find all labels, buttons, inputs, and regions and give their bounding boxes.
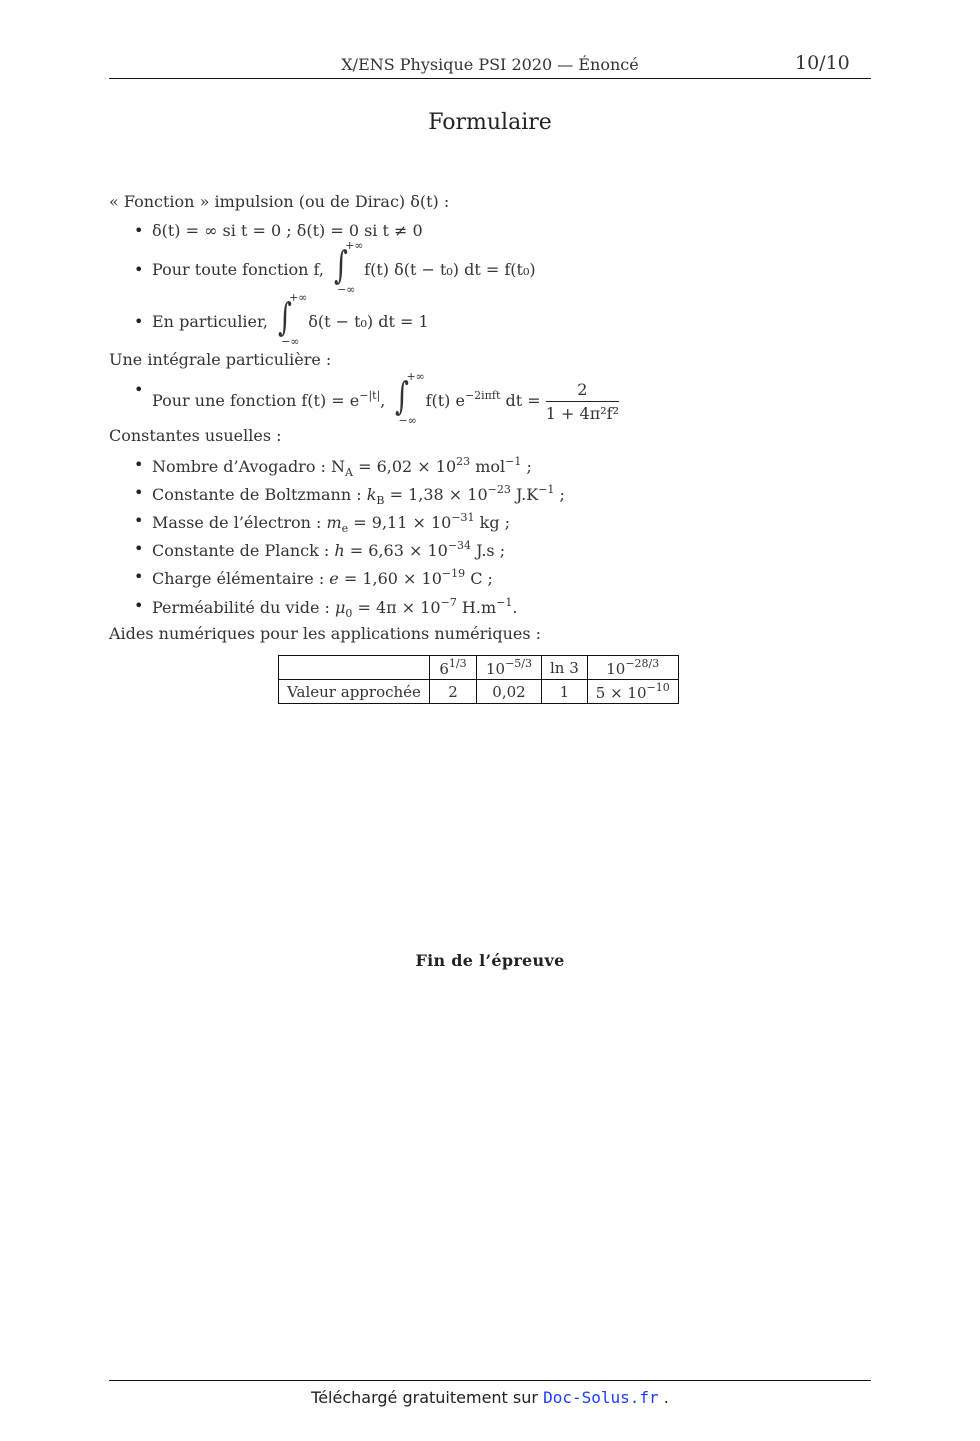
constante-label: Constante de Planck : (152, 541, 335, 560)
constante-exponent: −34 (447, 539, 472, 552)
constante-item (152, 596, 517, 620)
constante-subscript: e (341, 522, 349, 535)
constante-item (152, 455, 532, 479)
constante-end: ; (554, 485, 565, 504)
constante-mantissa: = 1,60 × 10 (338, 569, 442, 588)
table-row-label: Valeur approchée (279, 680, 430, 704)
integral-body: f(t) δ(t − t₀) dt = f(t₀) (364, 260, 536, 279)
constante-symbol: k (366, 485, 377, 504)
constante-end: . (512, 598, 518, 617)
constante-unit: J.s (471, 541, 495, 560)
dirac-item-normalisation (152, 290, 429, 348)
constante-mantissa: = 6,02 × 10 (352, 457, 457, 476)
constante-exponent: −7 (440, 596, 457, 609)
integral-symbol: ∫ +∞ −∞ (334, 238, 364, 296)
constante-item (152, 567, 493, 588)
constante-symbol: e (329, 569, 339, 588)
dirac-item-sifting-label: Pour toute fonction f, (152, 260, 324, 279)
integral-symbol: ∫ +∞ −∞ (278, 290, 308, 348)
constante-label: Perméabilité du vide : (152, 598, 335, 617)
constantes-intro: Constantes usuelles : (109, 426, 282, 445)
constante-exponent: −31 (451, 511, 475, 524)
exponent: −|t| (359, 389, 381, 402)
dirac-item-definition: • δ(t) = ∞ si t = 0 ; δ(t) = 0 si t ≠ 0 (152, 221, 423, 240)
table-cell-empty (279, 656, 430, 680)
constante-end: ; (521, 457, 532, 476)
header-rule (109, 78, 871, 79)
footer (0, 1388, 980, 1407)
constante-end: ; (499, 513, 511, 532)
table-header-cell: $10^{-28/3}$ (587, 656, 678, 680)
aides-intro: Aides numériques pour les applications numériques : (109, 624, 542, 643)
table-row (279, 680, 679, 704)
constante-mantissa: = 6,63 × 10 (344, 541, 448, 560)
constante-item (152, 483, 565, 507)
constante-end: ; (494, 541, 506, 560)
aides-table (278, 655, 679, 704)
constante-symbol: m (326, 513, 342, 532)
constante-mantissa: = 4π × 10 (352, 598, 441, 617)
constante-unit: kg (474, 513, 500, 532)
constante-subscript: 0 (345, 607, 353, 620)
dirac-intro: « Fonction » impulsion (ou de Dirac) δ(t) : (109, 192, 450, 211)
table-cell: 1 (542, 680, 588, 704)
exponent: −2iπft (464, 389, 501, 402)
constante-mantissa: = 1,38 × 10 (384, 485, 488, 504)
footer-prefix: Téléchargé gratuitement sur (311, 1388, 538, 1407)
constante-subscript: B (376, 494, 385, 507)
table-cell: 2 (430, 680, 477, 704)
footer-rule (109, 1380, 871, 1381)
constante-end: ; (482, 569, 493, 588)
constante-unit: J.K (510, 485, 539, 504)
integrale-prefix: Pour une fonction f(t) = e (152, 391, 360, 410)
integrale-item: • Pour une fonction $f(t) = e^{-|t|}$, ∫ +∞ −∞ f(t) $e^{-2i\pi ft}$ dt = $\frac{2}{\text{1 + 4π²f²}}$ (152, 380, 619, 423)
constante-label: Nombre d’Avogadro : (152, 457, 332, 476)
constante-symbol: μ (334, 598, 346, 617)
page-title: Formulaire (428, 110, 552, 135)
constante-unit: mol (470, 457, 506, 476)
end-of-exam: Fin de l’épreuve (415, 951, 565, 970)
dt-equals: dt = (505, 391, 541, 410)
constante-unit-exponent: −1 (496, 596, 513, 609)
constante-exponent: 23 (456, 455, 471, 468)
integral-symbol: ∫ +∞ −∞ (395, 369, 425, 427)
dirac-item-normalisation-label: En particulier, (152, 312, 268, 331)
aides-table-wrapper (278, 655, 679, 704)
constante-item (152, 511, 510, 535)
constante-label: Masse de l’électron : (152, 513, 327, 532)
constante-unit: H.m (456, 598, 497, 617)
footer-suffix: . (663, 1388, 669, 1407)
constante-label: Charge élémentaire : (152, 569, 330, 588)
fraction: $\frac{2}{\text{1 + 4π²f²}}$ (545, 380, 619, 423)
dirac-item-sifting (152, 238, 536, 296)
integrand: f(t) e (425, 391, 465, 410)
constante-unit-exponent: −1 (505, 455, 522, 468)
constante-subscript: A (345, 466, 353, 479)
integral-body: δ(t − t₀) dt = 1 (308, 312, 429, 331)
integrale-intro: Une intégrale particulière : (109, 350, 332, 369)
constante-symbol: h (334, 541, 345, 560)
constante-item (152, 539, 505, 560)
constante-exponent: −23 (487, 483, 511, 496)
constante-unit: C (465, 569, 483, 588)
page-number: 10/10 (795, 52, 850, 74)
table-header-cell: ln 3 (542, 656, 588, 680)
constante-exponent: −19 (441, 567, 466, 580)
constante-label: Constante de Boltzmann : (152, 485, 367, 504)
footer-link[interactable]: Doc-Solus.fr (543, 1388, 659, 1407)
running-header-title: X/ENS Physique PSI 2020 — Énoncé (341, 55, 639, 74)
table-header-row (279, 656, 679, 680)
constante-mantissa: = 9,11 × 10 (348, 513, 452, 532)
table-cell: $5 \times 10^{-10}$ (587, 680, 678, 704)
constante-unit-exponent: −1 (538, 483, 555, 496)
constante-symbol: N (331, 457, 346, 476)
table-header-cell: $6^{1/3}$ (430, 656, 477, 680)
table-cell: 0,02 (477, 680, 542, 704)
table-header-cell: $10^{-5/3}$ (477, 656, 542, 680)
